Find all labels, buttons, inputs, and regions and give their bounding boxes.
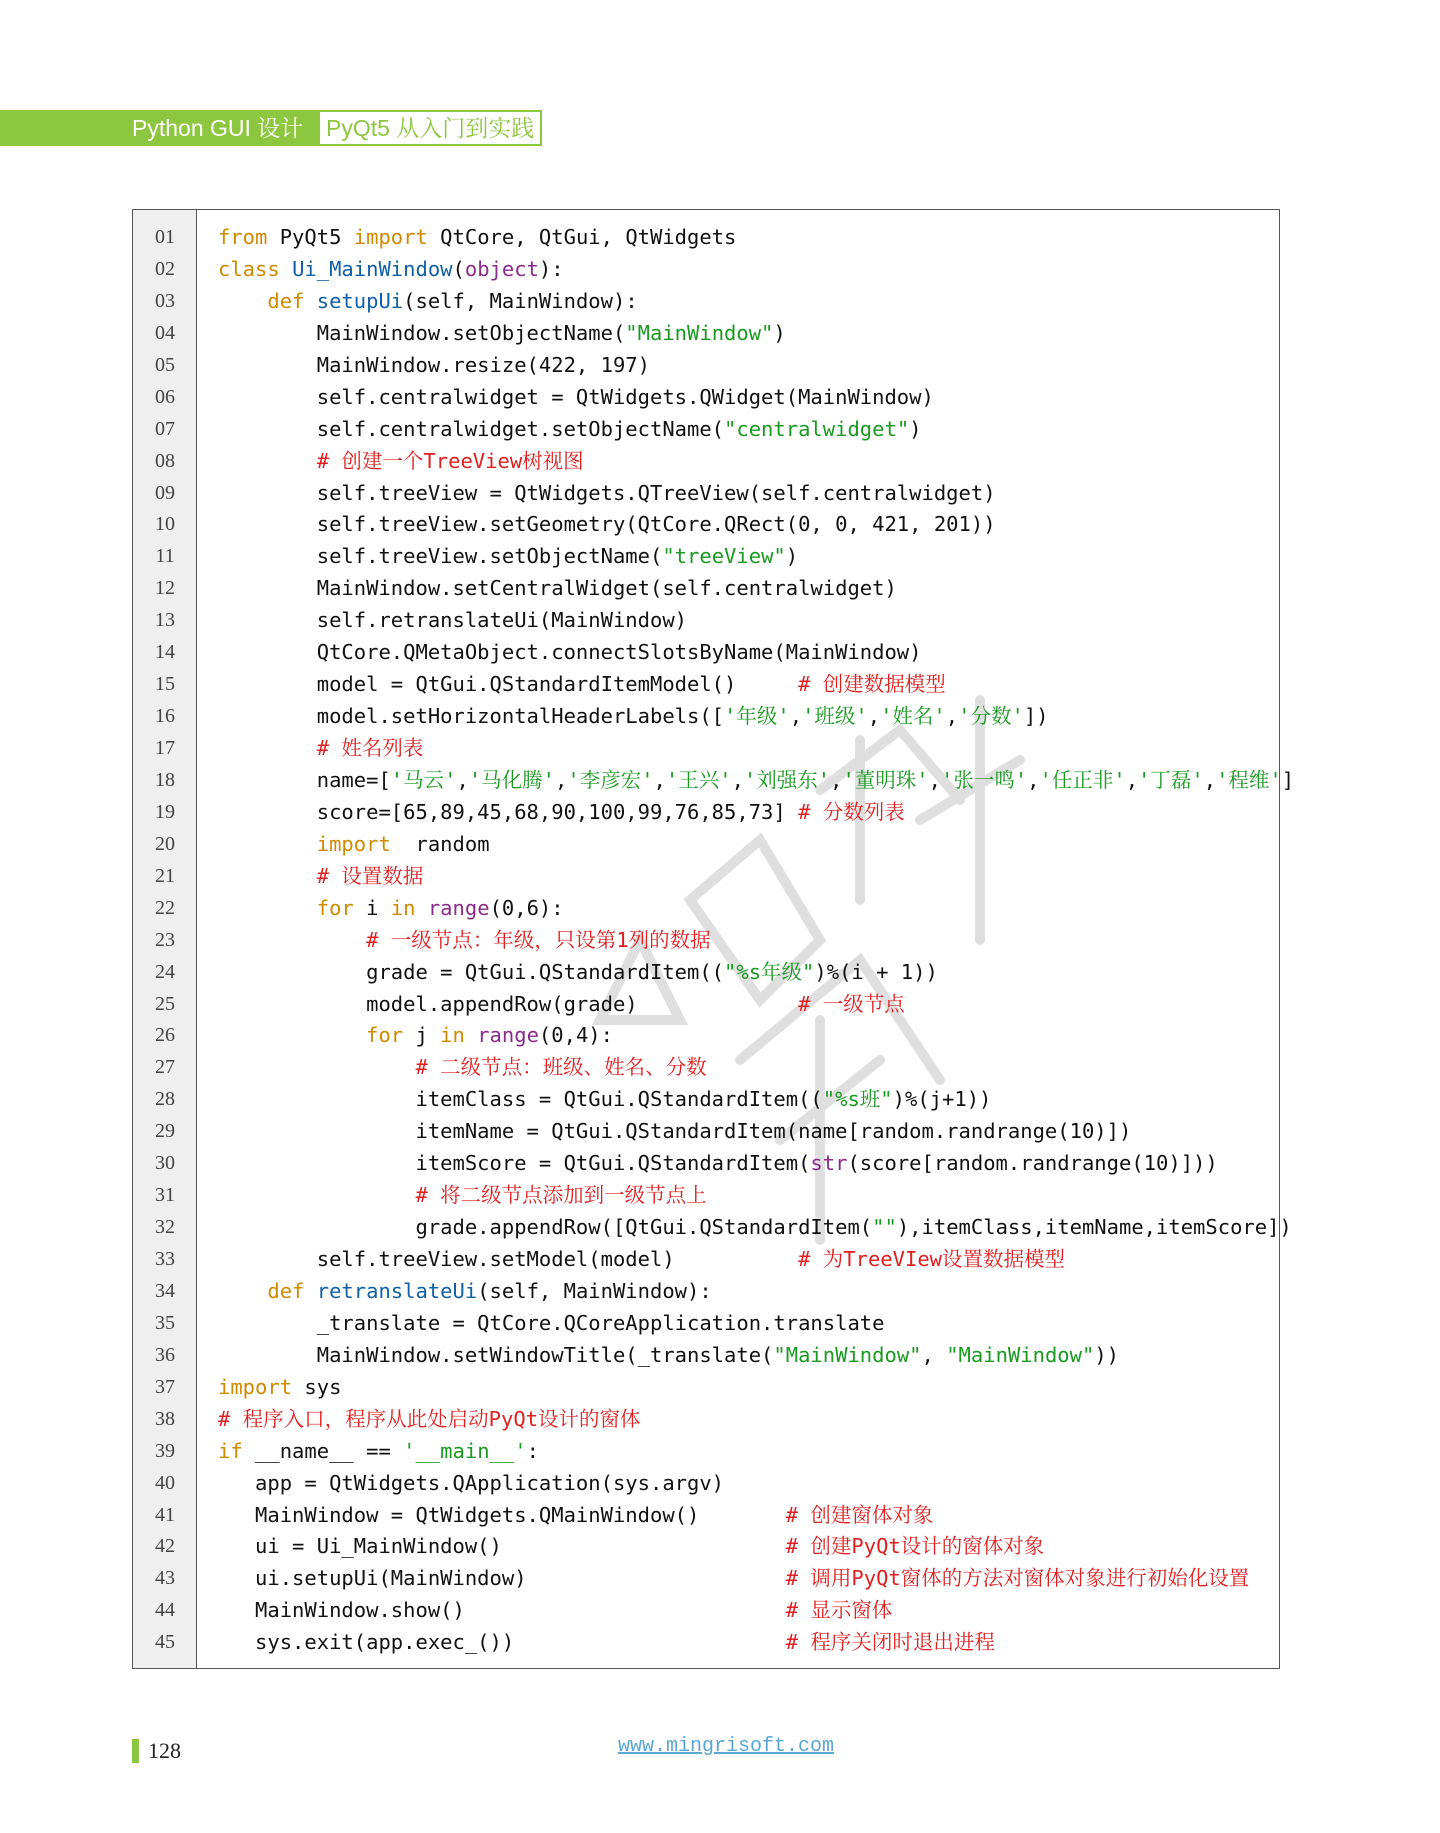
line-number: 45 bbox=[155, 1631, 175, 1654]
code-text bbox=[218, 1212, 1292, 1244]
code-token bbox=[304, 289, 316, 313]
code-text bbox=[218, 861, 423, 893]
code-token: '李彦宏' bbox=[567, 767, 654, 792]
code-token: , bbox=[921, 1342, 947, 1367]
code-token: '姓名' bbox=[880, 704, 946, 729]
code-text bbox=[218, 1052, 707, 1084]
code-token: in bbox=[440, 1023, 465, 1048]
code-text bbox=[218, 382, 934, 414]
line-number: 10 bbox=[155, 513, 175, 536]
code-token: # 分数列表 bbox=[798, 799, 905, 824]
code-token bbox=[218, 1279, 267, 1303]
code-token: sys bbox=[292, 1374, 342, 1399]
code-token: '张一鸣' bbox=[940, 767, 1028, 792]
code-token: name=[ bbox=[218, 767, 391, 792]
code-token bbox=[218, 1055, 415, 1079]
code-text bbox=[218, 637, 922, 669]
code-token: model.appendRow(grade) bbox=[218, 991, 799, 1016]
code-line bbox=[133, 1372, 1279, 1404]
code-text bbox=[218, 1308, 884, 1340]
code-token: random bbox=[390, 831, 490, 856]
code-token: self.treeView = QtWidgets.QTreeView(self.centralwidget) bbox=[218, 480, 996, 505]
code-token bbox=[218, 928, 366, 952]
code-token: # 为TreeVIew设置数据模型 bbox=[798, 1247, 1065, 1271]
code-token: , bbox=[1125, 767, 1139, 792]
book-title: Python GUI 设计 bbox=[132, 115, 304, 141]
code-token: # 调用PyQt窗体的方法对窗体对象进行初始化设置 bbox=[785, 1566, 1250, 1591]
code-token: # 设置数据 bbox=[316, 863, 424, 888]
code-token: , bbox=[653, 767, 666, 792]
code-token: self.retranslateUi(MainWindow) bbox=[218, 608, 687, 633]
code-token: , bbox=[789, 704, 803, 729]
line-number: 34 bbox=[155, 1279, 175, 1302]
website-link[interactable]: www.mingrisoft.com bbox=[618, 1735, 835, 1758]
code-text bbox=[218, 733, 423, 765]
code-token: , bbox=[830, 767, 843, 792]
line-number: 31 bbox=[155, 1184, 175, 1207]
code-text bbox=[218, 286, 638, 318]
code-line bbox=[133, 861, 1279, 893]
code-line bbox=[133, 1084, 1279, 1116]
code-token: PyQt5 bbox=[267, 225, 354, 249]
code-token: ( bbox=[452, 256, 465, 281]
code-token: "%s年级" bbox=[724, 959, 815, 984]
code-token: def bbox=[267, 288, 305, 313]
code-token: , bbox=[928, 767, 941, 792]
code-token: "centralwidget" bbox=[724, 416, 910, 441]
line-number: 12 bbox=[155, 577, 175, 600]
code-token: "MainWindow" bbox=[625, 320, 774, 345]
code-token bbox=[416, 896, 428, 920]
code-line bbox=[133, 701, 1279, 733]
code-line bbox=[133, 1436, 1279, 1468]
code-text bbox=[218, 989, 905, 1021]
code-token bbox=[218, 1023, 366, 1047]
page-number-marker bbox=[132, 1739, 139, 1763]
code-line bbox=[133, 957, 1279, 989]
line-number: 40 bbox=[155, 1471, 175, 1494]
code-token: self.centralwidget = QtWidgets.QWidget(MainWindow) bbox=[218, 384, 934, 409]
code-line bbox=[133, 286, 1279, 318]
code-token: # 创建PyQt设计的窗体对象 bbox=[785, 1534, 1045, 1559]
code-token bbox=[218, 736, 317, 760]
page-number: 128 bbox=[148, 1738, 181, 1763]
code-line bbox=[133, 1627, 1279, 1659]
line-number: 33 bbox=[155, 1248, 175, 1270]
code-token: itemScore = QtGui.QStandardItem( bbox=[218, 1151, 811, 1176]
code-token: def bbox=[267, 1278, 305, 1303]
line-number: 42 bbox=[155, 1535, 175, 1558]
code-token: import bbox=[316, 831, 391, 856]
line-number: 17 bbox=[155, 737, 175, 759]
code-token bbox=[218, 1183, 415, 1207]
line-number: 41 bbox=[155, 1503, 175, 1526]
code-token: self.treeView.setObjectName( bbox=[218, 544, 663, 569]
code-line bbox=[133, 478, 1279, 510]
code-token: )%(i + 1)) bbox=[814, 959, 938, 984]
code-text bbox=[218, 1180, 707, 1212]
code-text bbox=[218, 925, 711, 957]
code-text bbox=[218, 765, 1294, 797]
code-token: sys.exit(app.exec_()) bbox=[218, 1630, 786, 1655]
code-token: , bbox=[867, 704, 881, 729]
line-number: 06 bbox=[155, 385, 175, 408]
line-number: 14 bbox=[155, 641, 175, 664]
code-token: ) bbox=[909, 416, 922, 441]
code-text bbox=[218, 509, 996, 541]
code-text bbox=[218, 829, 490, 861]
line-number: 23 bbox=[155, 928, 175, 951]
code-line bbox=[133, 446, 1279, 478]
code-line bbox=[133, 733, 1279, 765]
code-line bbox=[133, 1116, 1279, 1148]
code-text bbox=[218, 414, 922, 446]
code-token: model = QtGui.QStandardItemModel() bbox=[218, 672, 799, 697]
code-token: MainWindow.setWindowTitle(_translate( bbox=[218, 1342, 774, 1367]
code-line bbox=[133, 382, 1279, 414]
code-text bbox=[218, 1020, 613, 1052]
code-text bbox=[218, 1627, 995, 1659]
code-line bbox=[133, 1500, 1279, 1532]
code-line bbox=[133, 350, 1279, 382]
code-text bbox=[218, 1468, 724, 1500]
code-token: ]) bbox=[1023, 704, 1049, 729]
code-line bbox=[133, 318, 1279, 350]
code-token: setupUi bbox=[316, 288, 404, 313]
code-token: Ui_MainWindow bbox=[292, 256, 453, 281]
line-number: 26 bbox=[155, 1024, 175, 1047]
code-token: import bbox=[218, 1374, 293, 1399]
code-line bbox=[133, 1340, 1279, 1372]
code-token: '马云' bbox=[390, 767, 457, 792]
line-number: 27 bbox=[155, 1056, 175, 1079]
code-token: , bbox=[1203, 767, 1217, 792]
line-number: 36 bbox=[155, 1343, 175, 1366]
code-token: (score[random.randrange(10)])) bbox=[847, 1151, 1218, 1176]
code-text bbox=[218, 350, 650, 382]
code-token: if bbox=[218, 1438, 243, 1463]
code-text bbox=[218, 1563, 1249, 1595]
code-token: # 姓名列表 bbox=[316, 736, 424, 760]
code-text bbox=[218, 1372, 341, 1404]
code-text bbox=[218, 1276, 712, 1308]
code-text bbox=[218, 701, 1049, 733]
code-token: # 程序入口，程序从此处启动PyQt设计的窗体 bbox=[218, 1406, 641, 1431]
code-line bbox=[133, 669, 1279, 701]
code-token: itemName = QtGui.QStandardItem(name[random.randrange(10)]) bbox=[218, 1119, 1132, 1144]
code-text bbox=[218, 1116, 1131, 1148]
line-number: 04 bbox=[155, 321, 175, 344]
code-token: , bbox=[731, 767, 744, 792]
code-token: "MainWindow" bbox=[946, 1342, 1095, 1367]
code-token: range bbox=[477, 1023, 539, 1048]
code-token: object bbox=[464, 256, 539, 281]
code-line bbox=[133, 222, 1279, 254]
code-token: MainWindow.show() bbox=[218, 1598, 786, 1623]
code-token: '丁磊' bbox=[1138, 767, 1204, 792]
code-token: for bbox=[366, 1023, 404, 1048]
code-token: # 一级节点：年级，只设第1列的数据 bbox=[366, 927, 711, 952]
code-token: , bbox=[945, 704, 959, 729]
code-token: __name__ == bbox=[242, 1438, 404, 1463]
code-line bbox=[133, 1148, 1279, 1180]
code-line bbox=[133, 1404, 1279, 1436]
code-line bbox=[133, 893, 1279, 925]
code-text bbox=[218, 1148, 1218, 1180]
code-text bbox=[218, 446, 584, 478]
line-number: 15 bbox=[155, 673, 175, 696]
code-token: ) bbox=[785, 544, 799, 569]
line-number: 38 bbox=[155, 1407, 175, 1430]
code-line bbox=[133, 1563, 1279, 1595]
code-line bbox=[133, 509, 1279, 541]
code-token: '马化腾' bbox=[468, 767, 556, 792]
code-token bbox=[218, 449, 317, 473]
code-token: self.centralwidget.setObjectName( bbox=[218, 416, 725, 441]
code-line bbox=[133, 1052, 1279, 1084]
code-token: (0,4): bbox=[538, 1023, 613, 1048]
code-token: '董明珠' bbox=[842, 767, 929, 792]
code-line bbox=[133, 414, 1279, 446]
code-line bbox=[133, 254, 1279, 286]
code-token: )%(j+1)) bbox=[892, 1087, 992, 1112]
code-token: grade = QtGui.QStandardItem(( bbox=[218, 959, 725, 984]
code-token: ui = Ui_MainWindow() bbox=[218, 1534, 786, 1559]
code-token: , bbox=[1027, 767, 1040, 792]
code-token: retranslateUi bbox=[316, 1278, 478, 1303]
line-number: 02 bbox=[155, 257, 175, 280]
line-number: 22 bbox=[155, 896, 175, 919]
code-token: for bbox=[316, 895, 354, 920]
code-token: str bbox=[810, 1151, 848, 1176]
code-token: # 将二级节点添加到一级节点上 bbox=[415, 1183, 707, 1208]
code-text bbox=[218, 893, 564, 925]
code-text bbox=[218, 1595, 892, 1627]
code-token: _translate = QtCore.QCoreApplication.translate bbox=[218, 1310, 885, 1335]
line-number: 07 bbox=[155, 417, 175, 440]
code-token: '分数' bbox=[958, 704, 1024, 729]
code-token: '刘强东' bbox=[743, 767, 831, 792]
code-token: score=[65,89,45,68,90,100,99,76,85,73] bbox=[218, 799, 799, 824]
code-token: model.setHorizontalHeaderLabels([ bbox=[218, 704, 725, 729]
line-number: 16 bbox=[155, 705, 175, 728]
code-text bbox=[218, 1436, 539, 1468]
code-token: # 创建窗体对象 bbox=[785, 1502, 934, 1527]
line-number: 43 bbox=[155, 1567, 175, 1590]
code-text bbox=[218, 1500, 933, 1532]
code-line bbox=[133, 1244, 1279, 1276]
code-line bbox=[133, 989, 1279, 1021]
code-token: "treeView" bbox=[662, 544, 786, 569]
code-token: MainWindow.resize(422, 197) bbox=[218, 352, 650, 377]
code-text bbox=[218, 573, 897, 605]
line-number: 35 bbox=[155, 1311, 175, 1334]
code-token: '王兴' bbox=[665, 767, 732, 792]
code-token: (self, MainWindow): bbox=[403, 288, 638, 313]
code-lines bbox=[133, 222, 1295, 1659]
code-line bbox=[133, 1212, 1292, 1244]
line-number: 29 bbox=[155, 1120, 175, 1143]
code-text bbox=[218, 1531, 1044, 1563]
code-token: MainWindow = QtWidgets.QMainWindow() bbox=[218, 1502, 786, 1527]
line-number: 11 bbox=[155, 545, 175, 568]
line-number: 30 bbox=[155, 1152, 175, 1175]
code-text bbox=[218, 957, 938, 989]
code-token bbox=[218, 832, 317, 856]
code-text bbox=[218, 254, 564, 286]
code-token: # 二级节点：班级、姓名、分数 bbox=[415, 1055, 707, 1080]
code-token: '程维' bbox=[1216, 767, 1282, 792]
code-token: )) bbox=[1094, 1342, 1119, 1367]
code-token: self.treeView.setModel(model) bbox=[218, 1247, 799, 1271]
code-token: self.treeView.setGeometry(QtCore.QRect(0, 0, 421, 201)) bbox=[218, 512, 996, 537]
code-line bbox=[133, 765, 1295, 797]
line-number: 21 bbox=[155, 864, 175, 887]
line-number: 28 bbox=[155, 1088, 175, 1111]
code-token: class bbox=[218, 256, 280, 281]
code-line bbox=[133, 637, 1279, 669]
code-token: ui.setupUi(MainWindow) bbox=[218, 1566, 786, 1591]
code-token: ] bbox=[1281, 767, 1295, 792]
code-token: "MainWindow" bbox=[773, 1342, 922, 1367]
code-token: # 显示窗体 bbox=[785, 1598, 893, 1623]
code-line bbox=[133, 797, 1279, 829]
code-token bbox=[280, 257, 292, 281]
line-number: 39 bbox=[155, 1439, 175, 1462]
code-token: '任正非' bbox=[1039, 767, 1126, 792]
code-token: ) bbox=[773, 320, 786, 345]
code-text bbox=[218, 797, 905, 829]
code-token: # 一级节点 bbox=[798, 991, 905, 1016]
code-line bbox=[133, 1531, 1279, 1563]
code-text bbox=[218, 1244, 1065, 1276]
code-text bbox=[218, 541, 798, 573]
line-number: 44 bbox=[155, 1599, 175, 1622]
code-line bbox=[133, 1020, 1279, 1052]
line-number: 08 bbox=[155, 449, 175, 472]
code-text bbox=[218, 605, 687, 637]
code-line bbox=[133, 605, 1279, 637]
code-token bbox=[218, 864, 317, 888]
code-token: '年级' bbox=[724, 704, 790, 729]
line-number: 18 bbox=[155, 768, 175, 791]
code-token: QtCore, QtGui, QtWidgets bbox=[427, 225, 737, 249]
code-text bbox=[218, 1340, 1119, 1372]
code-token: j bbox=[403, 1023, 441, 1048]
code-token: from bbox=[218, 225, 268, 249]
code-token: MainWindow.setCentralWidget(self.centralwidget) bbox=[218, 576, 897, 601]
code-line bbox=[133, 1595, 1279, 1627]
code-text bbox=[218, 669, 946, 701]
code-token: '班级' bbox=[802, 704, 868, 729]
code-token: , bbox=[555, 767, 568, 792]
code-line bbox=[133, 1468, 1279, 1500]
line-number: 01 bbox=[155, 226, 175, 248]
code-text bbox=[218, 1084, 991, 1116]
code-line bbox=[133, 541, 1279, 573]
line-number: 05 bbox=[155, 353, 175, 376]
line-number: 32 bbox=[155, 1216, 175, 1239]
code-token: "" bbox=[872, 1215, 897, 1240]
code-token: grade.appendRow([QtGui.QStandardItem( bbox=[218, 1215, 873, 1240]
line-number: 37 bbox=[155, 1375, 175, 1398]
code-token: # 程序关闭时退出进程 bbox=[785, 1630, 995, 1655]
code-token: ),itemClass,itemName,itemScore]) bbox=[896, 1215, 1292, 1240]
code-line bbox=[133, 1308, 1279, 1340]
book-title-bar bbox=[0, 110, 318, 146]
line-number: 03 bbox=[155, 289, 175, 312]
code-token: '__main__' bbox=[403, 1438, 527, 1463]
code-token: QtCore.QMetaObject.connectSlotsByName(MainWindow) bbox=[218, 640, 922, 665]
line-number: 20 bbox=[155, 832, 175, 855]
code-token: import bbox=[353, 225, 428, 249]
code-token: # 创建一个TreeView树视图 bbox=[316, 448, 584, 473]
code-token: (self, MainWindow): bbox=[477, 1278, 712, 1303]
code-line bbox=[133, 925, 1279, 957]
code-token bbox=[304, 1279, 316, 1303]
code-line bbox=[133, 573, 1279, 605]
code-token: "%s班" bbox=[822, 1087, 893, 1112]
line-number: 24 bbox=[155, 960, 175, 983]
code-token: i bbox=[353, 895, 391, 920]
line-number: 19 bbox=[155, 800, 175, 823]
code-token: , bbox=[456, 767, 469, 792]
line-number: 13 bbox=[155, 609, 175, 632]
code-line bbox=[133, 1276, 1279, 1308]
code-token bbox=[465, 1023, 477, 1047]
line-number: 25 bbox=[155, 992, 175, 1015]
code-token bbox=[218, 289, 267, 313]
code-token: # 创建数据模型 bbox=[798, 672, 946, 697]
code-token: MainWindow.setObjectName( bbox=[218, 320, 626, 345]
code-listing bbox=[132, 209, 1295, 1669]
code-text bbox=[218, 318, 786, 350]
code-token bbox=[218, 896, 317, 920]
code-text bbox=[218, 222, 736, 254]
code-text bbox=[218, 478, 996, 510]
code-token: range bbox=[427, 895, 490, 920]
code-line bbox=[133, 829, 1279, 861]
code-token: : bbox=[526, 1438, 539, 1463]
code-token: itemClass = QtGui.QStandardItem(( bbox=[218, 1087, 823, 1112]
code-text bbox=[218, 1404, 641, 1436]
code-token: ): bbox=[538, 256, 564, 281]
code-token: in bbox=[390, 895, 416, 920]
book-subtitle: PyQt5 从入门到实践 bbox=[318, 110, 542, 146]
line-number: 09 bbox=[155, 481, 175, 504]
code-line bbox=[133, 1180, 1279, 1212]
code-token: app = QtWidgets.QApplication(sys.argv) bbox=[218, 1470, 725, 1495]
code-token: (0,6): bbox=[489, 895, 564, 920]
